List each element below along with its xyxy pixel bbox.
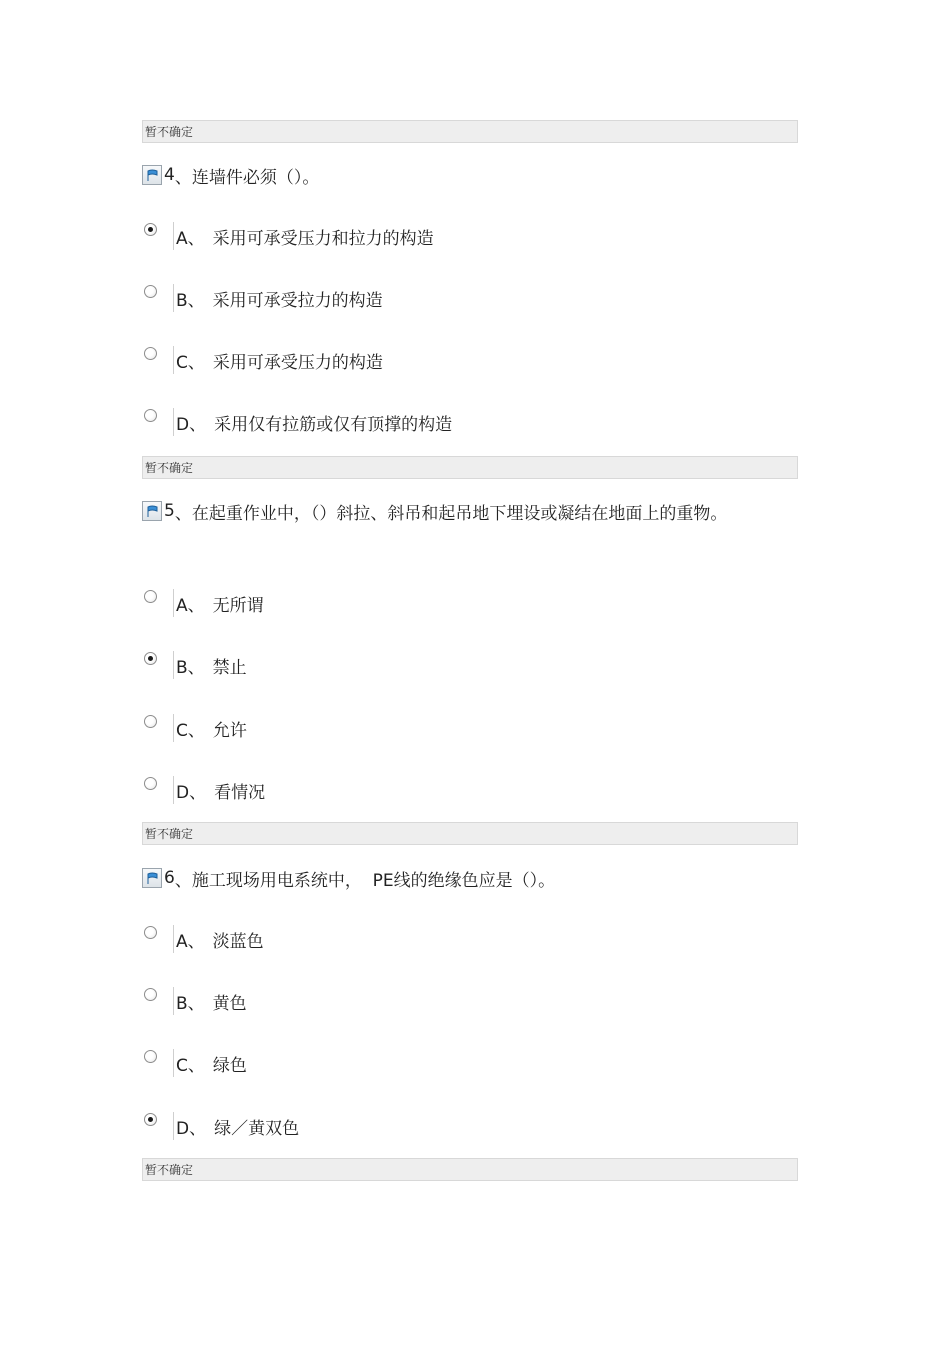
option-letter: D、	[176, 414, 207, 435]
option-q6-d[interactable]	[142, 1112, 299, 1140]
radio-unchecked-icon	[144, 285, 157, 298]
option-q5-b[interactable]	[142, 651, 247, 679]
option-letter: D、	[176, 782, 207, 803]
radio-button[interactable]	[142, 346, 174, 374]
unsure-bar-q4	[142, 456, 798, 479]
radio-button[interactable]	[142, 987, 174, 1015]
question-text: 、在起重作业中，（）斜拉、斜吊和起吊地下埋设或凝结在地面上的重物。	[174, 503, 728, 524]
unsure-label: 暂不确定	[145, 125, 194, 139]
option-letter: B、	[176, 657, 205, 678]
option-label: 无所谓	[212, 595, 264, 616]
question-number: 5	[164, 501, 175, 521]
radio-unchecked-icon	[144, 988, 157, 1001]
option-label: 采用仅有拉筋或仅有顶撑的构造	[214, 414, 453, 435]
flag-icon[interactable]	[142, 868, 162, 888]
option-q5-c[interactable]	[142, 714, 247, 742]
option-label: 采用可承受拉力的构造	[212, 290, 383, 311]
question-number: 4	[164, 165, 175, 185]
option-letter: C、	[176, 1055, 205, 1076]
question-4	[142, 162, 319, 188]
option-label: 淡蓝色	[212, 931, 264, 952]
option-letter: B、	[176, 290, 205, 311]
option-letter: A、	[176, 595, 205, 616]
option-letter: C、	[176, 720, 205, 741]
radio-unchecked-icon	[144, 347, 157, 360]
option-q4-d[interactable]	[142, 408, 452, 436]
option-q6-a[interactable]	[142, 925, 264, 953]
radio-button[interactable]	[142, 222, 174, 250]
radio-unchecked-icon	[144, 409, 157, 422]
radio-button[interactable]	[142, 925, 174, 953]
radio-unchecked-icon	[144, 1050, 157, 1063]
radio-button[interactable]	[142, 1049, 174, 1077]
radio-button[interactable]	[142, 589, 174, 617]
option-label: 采用可承受压力的构造	[212, 352, 383, 373]
option-label: 黄色	[212, 993, 247, 1014]
radio-button[interactable]	[142, 284, 174, 312]
option-letter: A、	[176, 931, 205, 952]
option-letter: C、	[176, 352, 205, 373]
question-number: 6	[164, 868, 175, 888]
option-q6-c[interactable]	[142, 1049, 247, 1077]
option-label: 绿／黄双色	[214, 1118, 300, 1139]
radio-checked-icon	[144, 1113, 157, 1126]
option-letter: B、	[176, 993, 205, 1014]
unsure-bar-top	[142, 120, 798, 143]
option-letter: A、	[176, 228, 205, 249]
radio-button[interactable]	[142, 408, 174, 436]
radio-button[interactable]	[142, 776, 174, 804]
radio-button[interactable]	[142, 714, 174, 742]
option-q5-d[interactable]	[142, 776, 265, 804]
option-q4-c[interactable]	[142, 346, 383, 374]
option-q5-a[interactable]	[142, 589, 264, 617]
radio-unchecked-icon	[144, 926, 157, 939]
question-5	[142, 498, 727, 524]
unsure-label: 暂不确定	[145, 461, 194, 475]
unsure-label: 暂不确定	[145, 1163, 194, 1177]
option-label: 看情况	[214, 782, 266, 803]
radio-unchecked-icon	[144, 777, 157, 790]
radio-button[interactable]	[142, 651, 174, 679]
flag-icon[interactable]	[142, 165, 162, 185]
unsure-bar-q5	[142, 822, 798, 845]
option-label: 允许	[212, 720, 247, 741]
radio-unchecked-icon	[144, 715, 157, 728]
radio-unchecked-icon	[144, 590, 157, 603]
question-text: 、连墙件必须（）。	[174, 167, 320, 188]
flag-icon[interactable]	[142, 501, 162, 521]
option-q4-a[interactable]	[142, 222, 434, 250]
option-label: 禁止	[212, 657, 247, 678]
option-label: 采用可承受压力和拉力的构造	[212, 228, 434, 249]
option-q6-b[interactable]	[142, 987, 247, 1015]
option-label: 绿色	[212, 1055, 247, 1076]
radio-checked-icon	[144, 223, 157, 236]
question-text: 、施工现场用电系统中， PE线的绝缘色应是（）。	[174, 870, 556, 891]
option-letter: D、	[176, 1118, 207, 1139]
radio-button[interactable]	[142, 1112, 174, 1140]
unsure-bar-q6	[142, 1158, 798, 1181]
unsure-label: 暂不确定	[145, 827, 194, 841]
option-q4-b[interactable]	[142, 284, 383, 312]
radio-checked-icon	[144, 652, 157, 665]
question-6	[142, 865, 555, 891]
